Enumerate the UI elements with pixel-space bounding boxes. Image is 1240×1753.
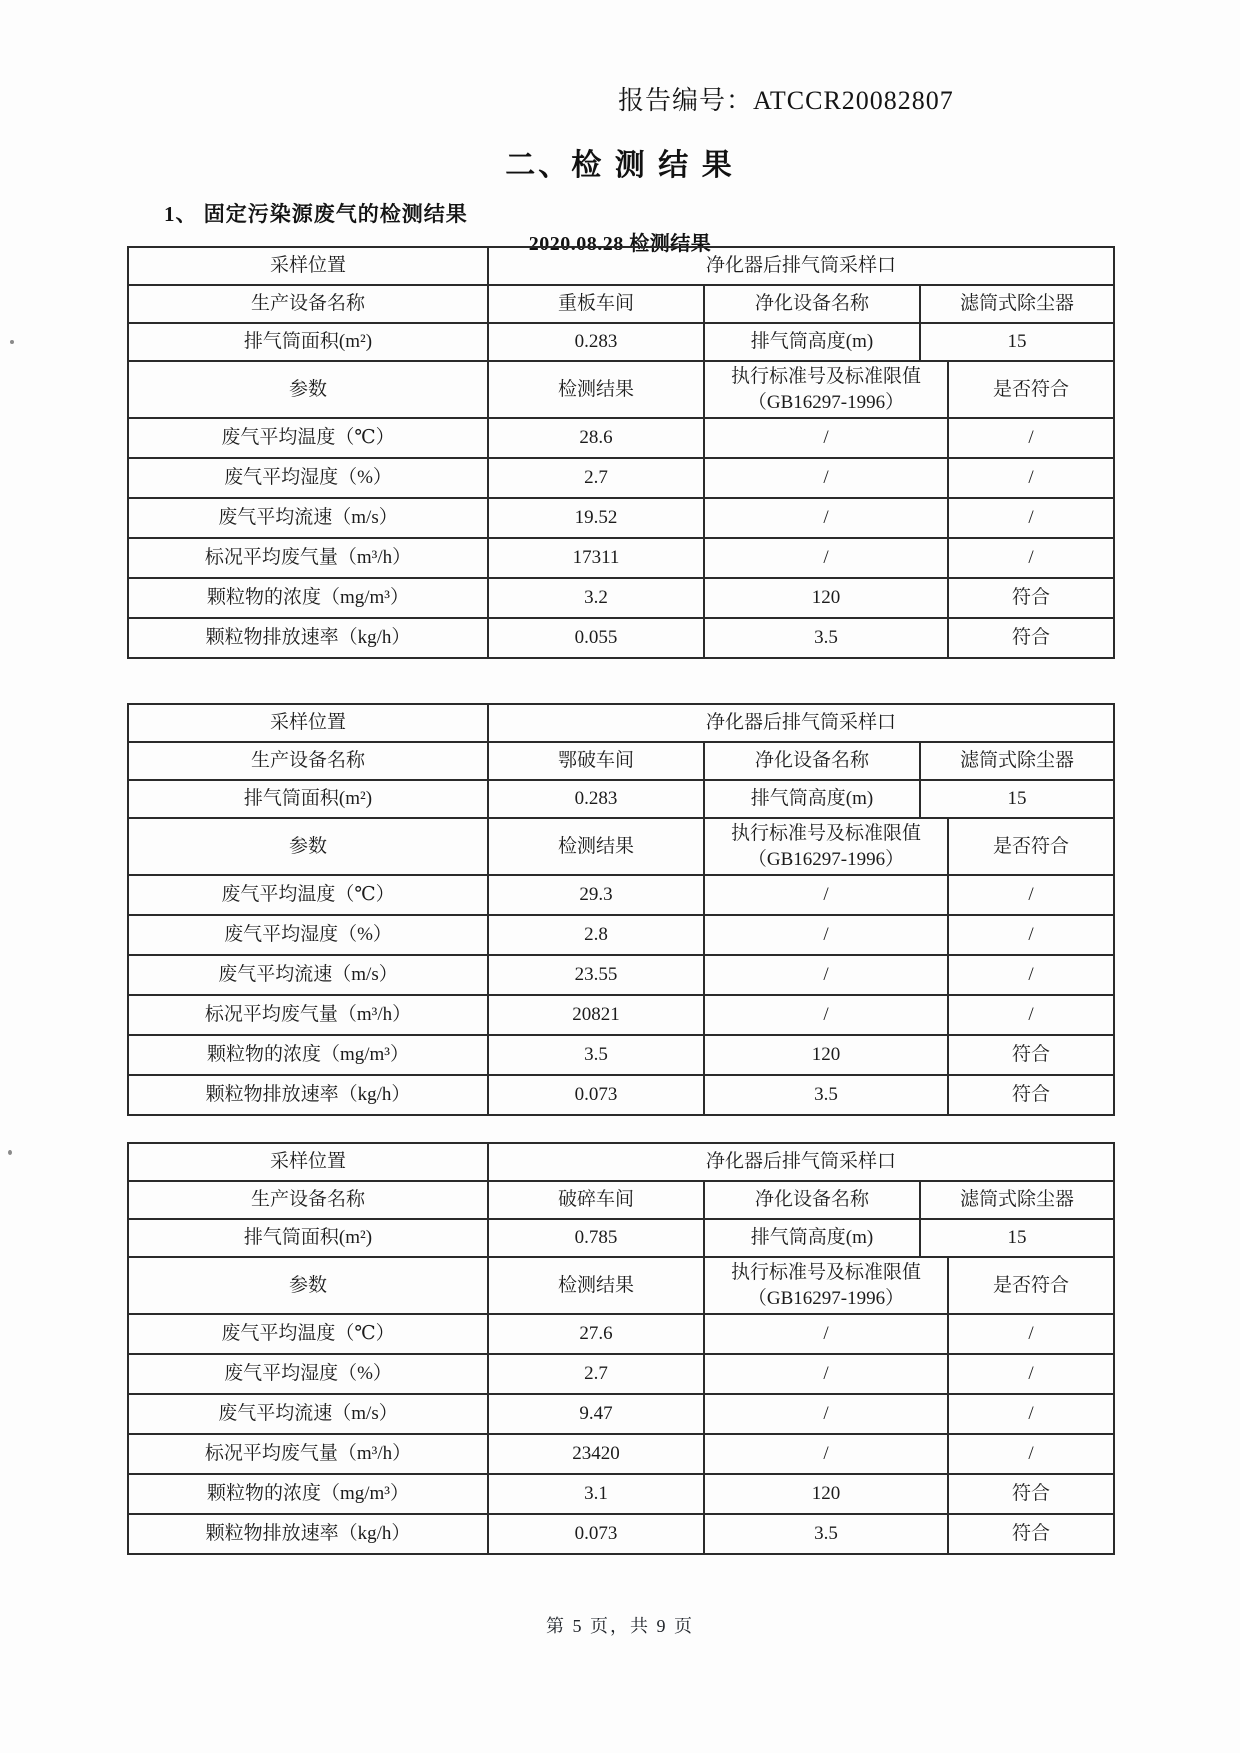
standard-limit-cell: 120 <box>704 578 948 618</box>
results-table-1 <box>127 246 1115 659</box>
area-value-cell: 0.785 <box>488 1219 704 1257</box>
param-header-cell: 参数 <box>128 818 488 875</box>
area-label-cell: 排气筒面积(m²) <box>128 780 488 818</box>
param-header-cell: 参数 <box>128 1257 488 1314</box>
conform-status-cell: / <box>948 955 1114 995</box>
table-row <box>128 742 1114 780</box>
section-heading: 1、 固定污染源废气的检测结果 <box>164 202 468 226</box>
param-name-cell: 标况平均废气量（m³/h） <box>128 1434 488 1474</box>
conform-status-cell: / <box>948 875 1114 915</box>
conform-status-cell: / <box>948 498 1114 538</box>
area-value-cell: 0.283 <box>488 780 704 818</box>
standard-limit-cell: / <box>704 498 948 538</box>
table-row <box>128 418 1114 458</box>
result-value-cell: 20821 <box>488 995 704 1035</box>
table-row <box>128 1075 1114 1115</box>
result-value-cell: 23.55 <box>488 955 704 995</box>
purifier-value-cell: 滤筒式除尘器 <box>920 285 1114 323</box>
height-value-cell: 15 <box>920 780 1114 818</box>
sampling-value-cell: 净化器后排气筒采样口 <box>488 704 1114 742</box>
area-label-cell: 排气筒面积(m²) <box>128 323 488 361</box>
table-row <box>128 285 1114 323</box>
conform-status-cell: / <box>948 1354 1114 1394</box>
param-name-cell: 标况平均废气量（m³/h） <box>128 538 488 578</box>
table-row <box>128 618 1114 658</box>
conform-status-cell: / <box>948 458 1114 498</box>
param-name-cell: 废气平均温度（℃） <box>128 875 488 915</box>
sampling-label-cell: 采样位置 <box>128 1143 488 1181</box>
device-value-cell: 鄂破车间 <box>488 742 704 780</box>
param-name-cell: 废气平均湿度（%） <box>128 458 488 498</box>
scan-speck <box>8 1150 12 1155</box>
table-row <box>128 1514 1114 1554</box>
purifier-value-cell: 滤筒式除尘器 <box>920 742 1114 780</box>
standard-limit-cell: / <box>704 915 948 955</box>
param-name-cell: 颗粒物的浓度（mg/m³） <box>128 578 488 618</box>
result-value-cell: 3.5 <box>488 1035 704 1075</box>
table-row <box>128 780 1114 818</box>
standard-limit-cell: 120 <box>704 1474 948 1514</box>
height-label-cell: 排气筒高度(m) <box>704 1219 920 1257</box>
result-value-cell: 2.7 <box>488 1354 704 1394</box>
height-label-cell: 排气筒高度(m) <box>704 780 920 818</box>
area-label-cell: 排气筒面积(m²) <box>128 1219 488 1257</box>
param-name-cell: 废气平均流速（m/s） <box>128 1394 488 1434</box>
param-name-cell: 废气平均湿度（%） <box>128 915 488 955</box>
result-value-cell: 2.7 <box>488 458 704 498</box>
result-value-cell: 27.6 <box>488 1314 704 1354</box>
standard-limit-cell: 120 <box>704 1035 948 1075</box>
param-name-cell: 颗粒物排放速率（kg/h） <box>128 1075 488 1115</box>
standard-limit-cell: / <box>704 1394 948 1434</box>
sampling-value-cell: 净化器后排气筒采样口 <box>488 247 1114 285</box>
table-row <box>128 578 1114 618</box>
table-row <box>128 1314 1114 1354</box>
table-row <box>128 995 1114 1035</box>
table-row <box>128 704 1114 742</box>
table-row <box>128 361 1114 418</box>
page-title: 二、检 测 结 果 <box>505 149 735 182</box>
purifier-label-cell: 净化设备名称 <box>704 742 920 780</box>
table-row <box>128 1257 1114 1314</box>
param-name-cell: 废气平均流速（m/s） <box>128 955 488 995</box>
result-value-cell: 29.3 <box>488 875 704 915</box>
table-row <box>128 458 1114 498</box>
standard-limit-cell: / <box>704 538 948 578</box>
table-caption: 2020.08.28 检测结果 <box>528 233 712 255</box>
height-label-cell: 排气筒高度(m) <box>704 323 920 361</box>
conform-status-cell: / <box>948 1434 1114 1474</box>
conform-status-cell: 符合 <box>948 578 1114 618</box>
device-value-cell: 破碎车间 <box>488 1181 704 1219</box>
table-row <box>128 1035 1114 1075</box>
conform-status-cell: / <box>948 1314 1114 1354</box>
device-label-cell: 生产设备名称 <box>128 742 488 780</box>
standard-header-line2: （GB16297-1996） <box>747 391 905 413</box>
height-value-cell: 15 <box>920 323 1114 361</box>
table-row <box>128 1434 1114 1474</box>
standard-header-cell <box>704 818 948 875</box>
results-table-3 <box>127 1142 1115 1555</box>
standard-limit-cell: / <box>704 995 948 1035</box>
height-value-cell: 15 <box>920 1219 1114 1257</box>
purifier-label-cell: 净化设备名称 <box>704 285 920 323</box>
standard-limit-cell: / <box>704 955 948 995</box>
conform-status-cell: / <box>948 995 1114 1035</box>
sampling-value-cell: 净化器后排气筒采样口 <box>488 1143 1114 1181</box>
table-row <box>128 498 1114 538</box>
standard-limit-cell: 3.5 <box>704 618 948 658</box>
table-row <box>128 538 1114 578</box>
result-value-cell: 9.47 <box>488 1394 704 1434</box>
standard-limit-cell: / <box>704 1314 948 1354</box>
purifier-label-cell: 净化设备名称 <box>704 1181 920 1219</box>
param-name-cell: 颗粒物排放速率（kg/h） <box>128 618 488 658</box>
standard-limit-cell: 3.5 <box>704 1514 948 1554</box>
standard-header-cell <box>704 1257 948 1314</box>
standard-limit-cell: / <box>704 418 948 458</box>
standard-header-line1: 执行标准号及标准限值 <box>730 822 921 844</box>
table-row <box>128 1474 1114 1514</box>
param-name-cell: 废气平均温度（℃） <box>128 418 488 458</box>
result-value-cell: 0.073 <box>488 1075 704 1115</box>
conform-status-cell: 符合 <box>948 1035 1114 1075</box>
result-header-cell: 检测结果 <box>488 1257 704 1314</box>
conform-header-cell: 是否符合 <box>948 361 1114 418</box>
result-header-cell: 检测结果 <box>488 818 704 875</box>
conform-status-cell: 符合 <box>948 1474 1114 1514</box>
standard-limit-cell: / <box>704 1354 948 1394</box>
sampling-label-cell: 采样位置 <box>128 704 488 742</box>
table-row <box>128 1219 1114 1257</box>
standard-header-line1: 执行标准号及标准限值 <box>730 1261 921 1283</box>
conform-status-cell: 符合 <box>948 1514 1114 1554</box>
result-value-cell: 0.073 <box>488 1514 704 1554</box>
purifier-value-cell: 滤筒式除尘器 <box>920 1181 1114 1219</box>
conform-status-cell: / <box>948 418 1114 458</box>
standard-header-cell <box>704 361 948 418</box>
page-number-footer: 第 5 页，共 9 页 <box>546 1616 694 1636</box>
standard-limit-cell: / <box>704 875 948 915</box>
standard-header-line1: 执行标准号及标准限值 <box>730 365 921 387</box>
param-name-cell: 颗粒物的浓度（mg/m³） <box>128 1474 488 1514</box>
result-value-cell: 19.52 <box>488 498 704 538</box>
table-row <box>128 955 1114 995</box>
result-value-cell: 3.1 <box>488 1474 704 1514</box>
conform-status-cell: 符合 <box>948 1075 1114 1115</box>
result-value-cell: 28.6 <box>488 418 704 458</box>
table-row <box>128 1354 1114 1394</box>
table-row <box>128 323 1114 361</box>
standard-limit-cell: 3.5 <box>704 1075 948 1115</box>
conform-status-cell: 符合 <box>948 618 1114 658</box>
table-row <box>128 247 1114 285</box>
device-value-cell: 重板车间 <box>488 285 704 323</box>
table-row <box>128 875 1114 915</box>
conform-status-cell: / <box>948 538 1114 578</box>
conform-header-cell: 是否符合 <box>948 1257 1114 1314</box>
table-row <box>128 1181 1114 1219</box>
result-value-cell: 17311 <box>488 538 704 578</box>
param-name-cell: 标况平均废气量（m³/h） <box>128 995 488 1035</box>
param-name-cell: 废气平均温度（℃） <box>128 1314 488 1354</box>
param-name-cell: 颗粒物的浓度（mg/m³） <box>128 1035 488 1075</box>
report-number: 报告编号：ATCCR20082807 <box>618 86 954 115</box>
result-value-cell: 3.2 <box>488 578 704 618</box>
result-value-cell: 23420 <box>488 1434 704 1474</box>
param-name-cell: 颗粒物排放速率（kg/h） <box>128 1514 488 1554</box>
conform-header-cell: 是否符合 <box>948 818 1114 875</box>
standard-limit-cell: / <box>704 458 948 498</box>
standard-header-line2: （GB16297-1996） <box>747 848 905 870</box>
table-row <box>128 1394 1114 1434</box>
standard-limit-cell: / <box>704 1434 948 1474</box>
scan-speck <box>10 340 14 344</box>
table-row <box>128 915 1114 955</box>
conform-status-cell: / <box>948 1394 1114 1434</box>
result-header-cell: 检测结果 <box>488 361 704 418</box>
conform-status-cell: / <box>948 915 1114 955</box>
results-table-2 <box>127 703 1115 1116</box>
standard-header-line2: （GB16297-1996） <box>747 1287 905 1309</box>
param-name-cell: 废气平均流速（m/s） <box>128 498 488 538</box>
device-label-cell: 生产设备名称 <box>128 285 488 323</box>
sampling-label-cell: 采样位置 <box>128 247 488 285</box>
param-header-cell: 参数 <box>128 361 488 418</box>
area-value-cell: 0.283 <box>488 323 704 361</box>
result-value-cell: 2.8 <box>488 915 704 955</box>
param-name-cell: 废气平均湿度（%） <box>128 1354 488 1394</box>
device-label-cell: 生产设备名称 <box>128 1181 488 1219</box>
table-row <box>128 818 1114 875</box>
result-value-cell: 0.055 <box>488 618 704 658</box>
table-row <box>128 1143 1114 1181</box>
